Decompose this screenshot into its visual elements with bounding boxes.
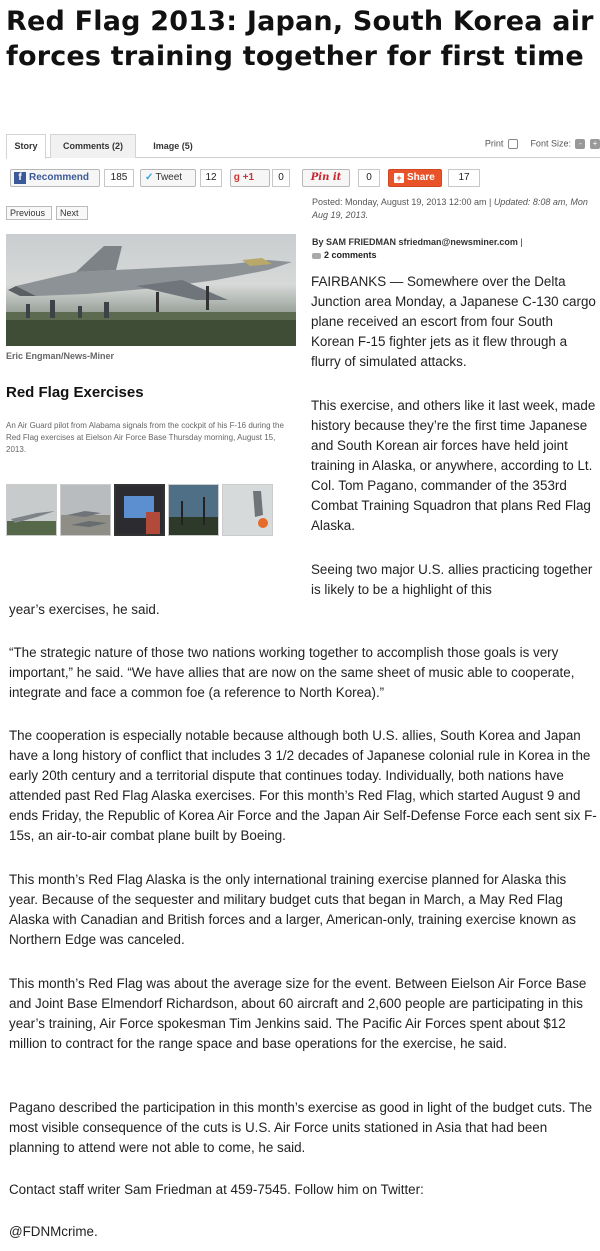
share-button[interactable]: + Share <box>388 169 442 187</box>
twitter-handle-link[interactable]: @FDNMcrime. <box>9 1224 98 1239</box>
paragraph-2: This exercise, and others like it last week, made history because they’re the first time Japanese and South Korean air forces have held joint training in Alaska, or anywhere, according to Lt. Col. Tom Pagano, commander of the 353rd Combat Training Squadron that plans Red Flag Alaska. <box>311 398 596 533</box>
paragraph-4: “The strategic nature of those two nations working together to accomplish those goals is very important,” he said. “We have allies that are now on the same sheet of music able to cooperate, integrate and face a common foe (a reference to North Korea).” <box>9 645 575 700</box>
paragraph-9: Contact staff writer Sam Friedman at 459-7545. Follow him on Twitter: <box>9 1182 424 1197</box>
font-increase-button[interactable]: + <box>590 139 600 149</box>
tweet-count: 12 <box>200 169 222 187</box>
paragraph-3a: Seeing two major U.S. allies practicing together is likely to be a highlight of this <box>311 562 593 597</box>
print-link[interactable]: Print <box>484 138 504 149</box>
paragraph-3b: year’s exercises, he said. <box>9 602 160 617</box>
author-name: By SAM FRIEDMAN <box>312 237 397 247</box>
posted-meta <box>312 196 596 222</box>
thumbnail-flare-image <box>223 485 273 536</box>
google-plus-icon: g <box>233 172 240 183</box>
pinterest-count: 0 <box>358 169 380 187</box>
tab-story[interactable]: Story <box>6 134 46 159</box>
main-photo[interactable] <box>6 234 296 346</box>
article-headline: Red Flag 2013: Japan, South Korea air forces training together for first time <box>6 6 594 72</box>
thumbnail-4[interactable] <box>168 484 219 536</box>
byline-separator: | <box>520 237 523 247</box>
paragraph-5: The cooperation is especially notable because although both U.S. allies, South Korea and Japan have a long history of conflict that includes 3 1/2 decades of Japanese colonial rule in Korea in the early 20th century and a territorial dispute that continues today. Individually, both nations have attended past Red Flag Alaska exercises. For this month’s Red Flag, which started August 9 and ends Friday, the Republic of Korea Air Force and the Japan Air Self-Defense Force each sent six F-15s, an air-to-air combat plane built by Boeing. <box>9 728 597 843</box>
thumbnail-jet-image <box>7 485 57 536</box>
thumbnail-screen-image <box>116 486 165 536</box>
author-email-link[interactable]: sfriedman@newsminer.com <box>398 237 518 247</box>
comments-link[interactable]: 2 comments <box>324 250 377 260</box>
posted-date: Posted: Monday, August 19, 2013 12:00 am | <box>312 197 492 207</box>
facebook-count: 185 <box>104 169 134 187</box>
facebook-icon: f <box>14 172 26 184</box>
gallery-title: Red Flag Exercises <box>6 384 144 401</box>
twitter-bird-icon: ✓ <box>145 172 154 183</box>
photo-caption: An Air Guard pilot from Alabama signals from the cockpit of his F-16 during the Red Flag exercises at Eielson Air Force Base Thursday morning, August 15, 2013. <box>6 421 284 454</box>
byline <box>312 236 596 262</box>
font-size-label: Font Size: <box>530 138 571 149</box>
f16-jet-image <box>6 234 296 346</box>
tab-comments[interactable]: Comments (2) <box>50 134 136 158</box>
photo-credit: Eric Engman/News-Miner <box>6 351 115 361</box>
thumbnail-strip <box>6 484 272 536</box>
paragraph-6: This month’s Red Flag Alaska is the only international training exercise planned for Alaska this year. Because of the sequester and military budget cuts that began in March, a May Red Flag Alaska with Canadian and British forces and a larger, American-only, training exercise known as Northern Edge was canceled. <box>9 872 576 947</box>
thumbnail-jets-image <box>61 485 111 536</box>
thumbnail-2[interactable] <box>60 484 111 536</box>
google-plus-count: 0 <box>272 169 290 187</box>
paragraph-1: FAIRBANKS — Somewhere over the Delta Junction area Monday, a Japanese C-130 cargo plane received an escort from four South Korean F-15 fighter jets as it flew through a flurry of simulated attacks. <box>311 274 596 369</box>
paragraph-8: Pagano described the participation in this month’s exercise as good in light of the budget cuts. The most visible consequence of the cuts is U.S. Air Force units stationed in Asia that had been planning to attend were not able to come, he said. <box>9 1100 593 1155</box>
article-tabs <box>6 134 600 158</box>
pinterest-pin-button[interactable]: Pin it <box>302 169 350 187</box>
previous-button[interactable]: Previous <box>6 206 52 220</box>
next-button[interactable]: Next <box>56 206 88 220</box>
updated-date: Updated: 8:08 am, Mon Aug 19, 2013. <box>312 197 588 220</box>
plus-icon: + <box>394 173 404 183</box>
thumbnail-5[interactable] <box>222 484 273 536</box>
tab-image[interactable]: Image (5) <box>153 141 193 151</box>
thumbnail-sky-image <box>169 485 219 536</box>
tweet-button[interactable]: ✓ Tweet <box>140 169 196 187</box>
share-count: 17 <box>448 169 480 187</box>
thumbnail-3[interactable] <box>114 484 165 536</box>
font-decrease-button[interactable]: - <box>575 139 585 149</box>
article-tools <box>485 138 600 149</box>
google-plus-one-button[interactable]: g +1 <box>230 169 270 187</box>
comment-bubble-icon <box>312 253 321 259</box>
paragraph-7: This month’s Red Flag was about the average size for the event. Between Eielson Air Force Base and Joint Base Elmendorf Richardson, about 60 aircraft and 2,600 people are participating in this year’s training, Air Force spokesman Tim Jenkins said. The Pacific Air Forces spent about $12 million to contract for the range space and base operations for the exercise, he said. <box>9 976 587 1051</box>
facebook-recommend-button[interactable]: f Recommend <box>10 169 100 187</box>
print-icon[interactable] <box>508 139 518 149</box>
thumbnail-1[interactable] <box>6 484 57 536</box>
